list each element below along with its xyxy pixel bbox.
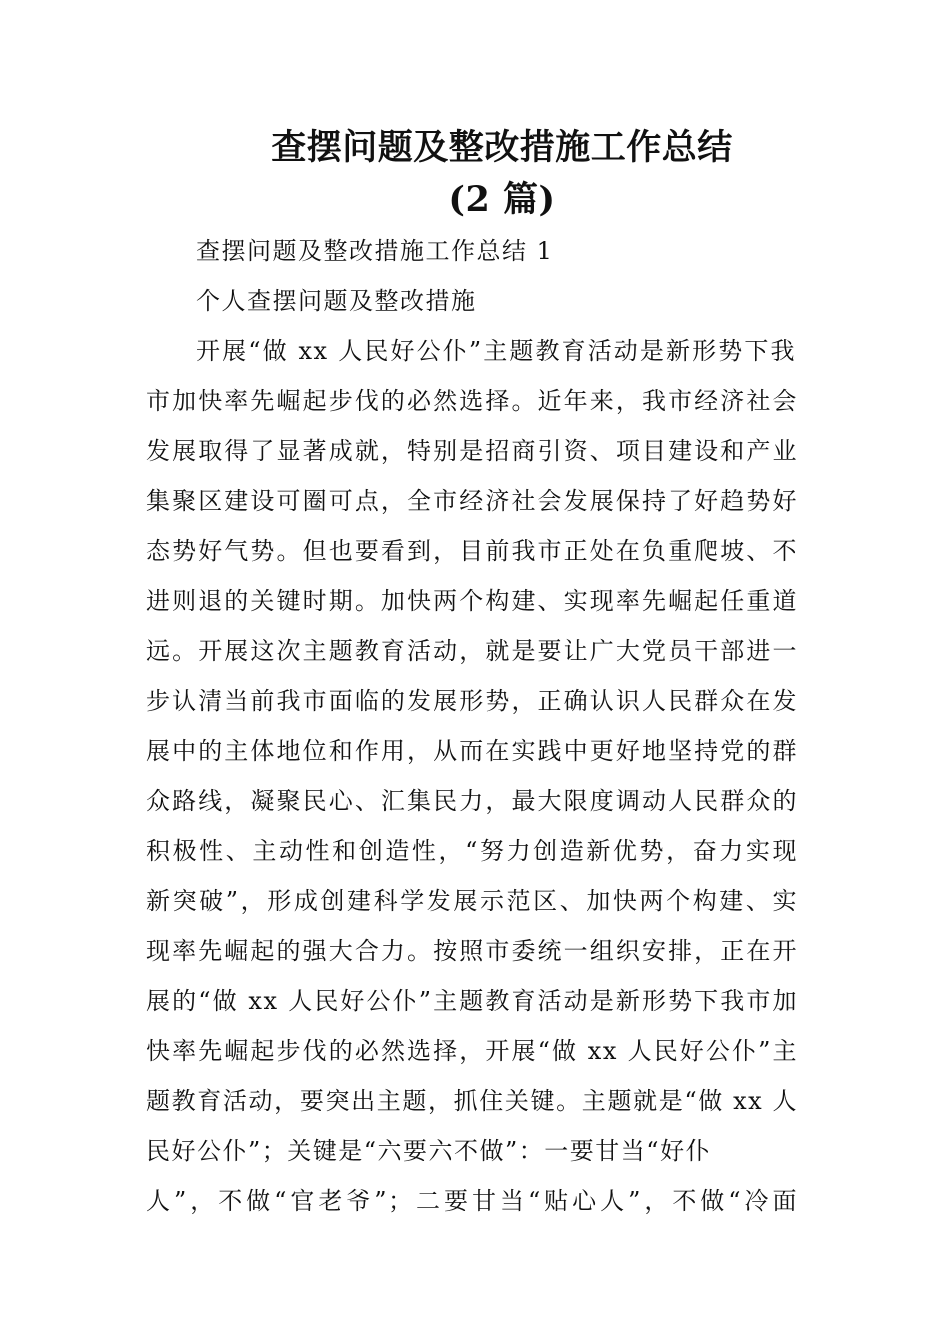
paragraph-line: 新突破”，形成创建科学发展示范区、加快两个构建、实: [146, 887, 798, 915]
paragraph-line: 民好公仆”；关键是“六要六不做”：一要甘当“好仆: [146, 1137, 712, 1165]
section-heading: 查摆问题及整改措施工作总结 1: [196, 237, 554, 265]
section-subheading: 个人查摆问题及整改措施: [196, 287, 477, 315]
document-title-count: (2 篇): [448, 179, 556, 220]
paragraph-line: 集聚区建设可圈可点，全市经济社会发展保持了好趋势好: [146, 487, 798, 515]
paragraph-line: 现率先崛起的强大合力。按照市委统一组织安排，正在开: [146, 937, 798, 965]
paragraph-line: 众路线，凝聚民心、汇集民力，最大限度调动人民群众的: [146, 787, 798, 815]
paragraph-line: 态势好气势。但也要看到，目前我市正处在负重爬坡、不: [146, 537, 798, 565]
paragraph-line: 市加快率先崛起步伐的必然选择。近年来，我市经济社会: [146, 387, 798, 415]
paragraph-line: 题教育活动，要突出主题，抓住关键。主题就是“做 xx 人: [146, 1087, 798, 1115]
paragraph-line: 步认清当前我市面临的发展形势，正确认识人民群众在发: [146, 687, 798, 715]
paragraph-line: 快率先崛起步伐的必然选择，开展“做 xx 人民好公仆”主: [146, 1037, 798, 1065]
paragraph-line: 远。开展这次主题教育活动，就是要让广大党员干部进一: [146, 637, 798, 665]
paragraph-line: 开展“做 xx 人民好公仆”主题教育活动是新形势下我: [196, 337, 796, 365]
paragraph-line: 人”，不做“官老爷”；二要甘当“贴心人”，不做“冷面: [146, 1187, 798, 1215]
paragraph-line: 发展取得了显著成就，特别是招商引资、项目建设和产业: [146, 437, 798, 465]
paragraph-line: 进则退的关键时期。加快两个构建、实现率先崛起任重道: [146, 587, 798, 615]
paragraph-line: 展的“做 xx 人民好公仆”主题教育活动是新形势下我市加: [146, 987, 798, 1015]
paragraph-line: 积极性、主动性和创造性，“努力创造新优势，奋力实现: [146, 837, 798, 865]
paragraph-line: 展中的主体地位和作用，从而在实践中更好地坚持党的群: [146, 737, 798, 765]
document-title: 查摆问题及整改措施工作总结: [271, 127, 733, 168]
